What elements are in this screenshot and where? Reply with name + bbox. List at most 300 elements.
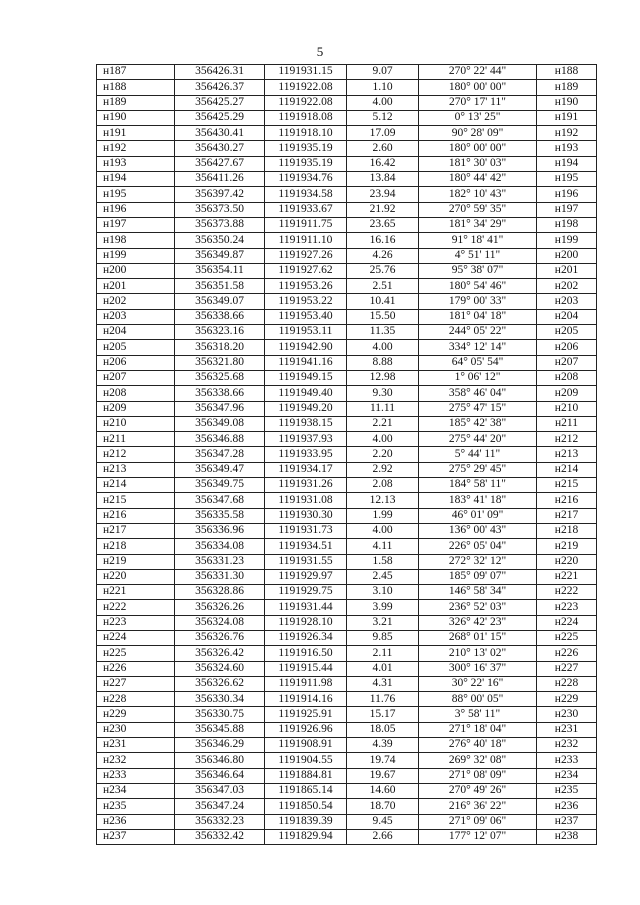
direction-angle-cell: 180° 44' 42"	[419, 172, 537, 187]
table-row	[97, 65, 597, 80]
to-point-cell: н218	[537, 523, 597, 538]
distance-cell: 4.39	[347, 738, 419, 753]
direction-angle-cell: 181° 34' 29"	[419, 217, 537, 232]
direction-angle-cell: 268° 01' 15"	[419, 630, 537, 645]
distance-cell: 11.76	[347, 692, 419, 707]
table-row	[97, 401, 597, 416]
distance-cell: 4.11	[347, 539, 419, 554]
to-point-cell: н237	[537, 814, 597, 829]
direction-angle-cell: 183° 41' 18"	[419, 493, 537, 508]
y-coordinate-cell: 1191914.16	[265, 692, 347, 707]
direction-angle-cell: 184° 58' 11"	[419, 478, 537, 493]
to-point-cell: н216	[537, 493, 597, 508]
to-point-cell: н225	[537, 630, 597, 645]
x-coordinate-cell: 356349.47	[175, 462, 265, 477]
distance-cell: 1.58	[347, 554, 419, 569]
direction-angle-cell: 30° 22' 16"	[419, 676, 537, 691]
y-coordinate-cell: 1191918.08	[265, 110, 347, 125]
from-point-cell: н209	[97, 401, 175, 416]
to-point-cell: н228	[537, 676, 597, 691]
distance-cell: 2.08	[347, 478, 419, 493]
distance-cell: 15.50	[347, 309, 419, 324]
direction-angle-cell: 216° 36' 22"	[419, 799, 537, 814]
x-coordinate-cell: 356324.60	[175, 661, 265, 676]
direction-angle-cell: 95° 38' 07"	[419, 263, 537, 278]
distance-cell: 4.00	[347, 340, 419, 355]
to-point-cell: н212	[537, 432, 597, 447]
x-coordinate-cell: 356323.16	[175, 325, 265, 340]
distance-cell: 5.12	[347, 110, 419, 125]
x-coordinate-cell: 356318.20	[175, 340, 265, 355]
distance-cell: 2.11	[347, 646, 419, 661]
x-coordinate-cell: 356338.66	[175, 309, 265, 324]
y-coordinate-cell: 1191931.15	[265, 65, 347, 80]
x-coordinate-cell: 356332.23	[175, 814, 265, 829]
from-point-cell: н202	[97, 294, 175, 309]
table-row	[97, 95, 597, 110]
distance-cell: 13.84	[347, 172, 419, 187]
to-point-cell: н196	[537, 187, 597, 202]
distance-cell: 4.00	[347, 432, 419, 447]
direction-angle-cell: 177° 12' 07"	[419, 829, 537, 844]
to-point-cell: н210	[537, 401, 597, 416]
direction-angle-cell: 64° 05' 54"	[419, 355, 537, 370]
distance-cell: 9.30	[347, 386, 419, 401]
x-coordinate-cell: 356349.75	[175, 478, 265, 493]
from-point-cell: н221	[97, 585, 175, 600]
to-point-cell: н200	[537, 248, 597, 263]
y-coordinate-cell: 1191904.55	[265, 753, 347, 768]
x-coordinate-cell: 356426.31	[175, 65, 265, 80]
distance-cell: 3.10	[347, 585, 419, 600]
direction-angle-cell: 181° 30' 03"	[419, 156, 537, 171]
y-coordinate-cell: 1191942.90	[265, 340, 347, 355]
distance-cell: 4.01	[347, 661, 419, 676]
x-coordinate-cell: 356430.27	[175, 141, 265, 156]
to-point-cell: н213	[537, 447, 597, 462]
x-coordinate-cell: 356331.23	[175, 554, 265, 569]
distance-cell: 2.20	[347, 447, 419, 462]
distance-cell: 25.76	[347, 263, 419, 278]
to-point-cell: н192	[537, 126, 597, 141]
distance-cell: 2.51	[347, 279, 419, 294]
distance-cell: 4.00	[347, 523, 419, 538]
table-row	[97, 569, 597, 584]
x-coordinate-cell: 356347.68	[175, 493, 265, 508]
from-point-cell: н223	[97, 615, 175, 630]
y-coordinate-cell: 1191908.91	[265, 738, 347, 753]
table-row	[97, 80, 597, 95]
y-coordinate-cell: 1191953.26	[265, 279, 347, 294]
table-row	[97, 600, 597, 615]
to-point-cell: н203	[537, 294, 597, 309]
to-point-cell: н204	[537, 309, 597, 324]
table-row	[97, 309, 597, 324]
y-coordinate-cell: 1191884.81	[265, 768, 347, 783]
y-coordinate-cell: 1191918.10	[265, 126, 347, 141]
table-row	[97, 294, 597, 309]
to-point-cell: н235	[537, 783, 597, 798]
direction-angle-cell: 275° 44' 20"	[419, 432, 537, 447]
from-point-cell: н226	[97, 661, 175, 676]
y-coordinate-cell: 1191839.39	[265, 814, 347, 829]
y-coordinate-cell: 1191935.19	[265, 141, 347, 156]
table-row	[97, 585, 597, 600]
y-coordinate-cell: 1191931.26	[265, 478, 347, 493]
table-row	[97, 523, 597, 538]
from-point-cell: н217	[97, 523, 175, 538]
table-row	[97, 478, 597, 493]
to-point-cell: н211	[537, 416, 597, 431]
from-point-cell: н200	[97, 263, 175, 278]
to-point-cell: н208	[537, 370, 597, 385]
table-row	[97, 386, 597, 401]
x-coordinate-cell: 356411.26	[175, 172, 265, 187]
to-point-cell: н215	[537, 478, 597, 493]
y-coordinate-cell: 1191911.10	[265, 233, 347, 248]
y-coordinate-cell: 1191829.94	[265, 829, 347, 844]
x-coordinate-cell: 356373.50	[175, 202, 265, 217]
to-point-cell: н221	[537, 569, 597, 584]
direction-angle-cell: 1° 06' 12"	[419, 370, 537, 385]
direction-angle-cell: 300° 16' 37"	[419, 661, 537, 676]
direction-angle-cell: 270° 59' 35"	[419, 202, 537, 217]
direction-angle-cell: 182° 10' 43"	[419, 187, 537, 202]
x-coordinate-cell: 356350.24	[175, 233, 265, 248]
from-point-cell: н205	[97, 340, 175, 355]
x-coordinate-cell: 356425.29	[175, 110, 265, 125]
direction-angle-cell: 0° 13' 25"	[419, 110, 537, 125]
distance-cell: 2.92	[347, 462, 419, 477]
x-coordinate-cell: 356334.08	[175, 539, 265, 554]
y-coordinate-cell: 1191934.17	[265, 462, 347, 477]
y-coordinate-cell: 1191926.34	[265, 630, 347, 645]
distance-cell: 9.45	[347, 814, 419, 829]
from-point-cell: н236	[97, 814, 175, 829]
to-point-cell: н214	[537, 462, 597, 477]
to-point-cell: н207	[537, 355, 597, 370]
direction-angle-cell: 226° 05' 04"	[419, 539, 537, 554]
from-point-cell: н204	[97, 325, 175, 340]
to-point-cell: н231	[537, 722, 597, 737]
from-point-cell: н227	[97, 676, 175, 691]
from-point-cell: н215	[97, 493, 175, 508]
table-row	[97, 416, 597, 431]
distance-cell: 1.10	[347, 80, 419, 95]
x-coordinate-cell: 356336.96	[175, 523, 265, 538]
distance-cell: 9.07	[347, 65, 419, 80]
distance-cell: 14.60	[347, 783, 419, 798]
x-coordinate-cell: 356346.64	[175, 768, 265, 783]
x-coordinate-cell: 356346.80	[175, 753, 265, 768]
x-coordinate-cell: 356397.42	[175, 187, 265, 202]
y-coordinate-cell: 1191922.08	[265, 95, 347, 110]
to-point-cell: н194	[537, 156, 597, 171]
x-coordinate-cell: 356426.37	[175, 80, 265, 95]
x-coordinate-cell: 356354.11	[175, 263, 265, 278]
y-coordinate-cell: 1191949.15	[265, 370, 347, 385]
to-point-cell: н199	[537, 233, 597, 248]
from-point-cell: н237	[97, 829, 175, 844]
table-row	[97, 707, 597, 722]
x-coordinate-cell: 356324.08	[175, 615, 265, 630]
from-point-cell: н195	[97, 187, 175, 202]
distance-cell: 17.09	[347, 126, 419, 141]
distance-cell: 19.67	[347, 768, 419, 783]
from-point-cell: н224	[97, 630, 175, 645]
direction-angle-cell: 271° 18' 04"	[419, 722, 537, 737]
to-point-cell: н222	[537, 585, 597, 600]
distance-cell: 23.94	[347, 187, 419, 202]
from-point-cell: н188	[97, 80, 175, 95]
direction-angle-cell: 276° 40' 18"	[419, 738, 537, 753]
direction-angle-cell: 275° 29' 45"	[419, 462, 537, 477]
table-row	[97, 554, 597, 569]
from-point-cell: н232	[97, 753, 175, 768]
table-row	[97, 172, 597, 187]
to-point-cell: н226	[537, 646, 597, 661]
distance-cell: 18.05	[347, 722, 419, 737]
distance-cell: 12.13	[347, 493, 419, 508]
y-coordinate-cell: 1191931.73	[265, 523, 347, 538]
from-point-cell: н203	[97, 309, 175, 324]
x-coordinate-cell: 356349.08	[175, 416, 265, 431]
direction-angle-cell: 210° 13' 02"	[419, 646, 537, 661]
x-coordinate-cell: 356345.88	[175, 722, 265, 737]
distance-cell: 2.60	[347, 141, 419, 156]
y-coordinate-cell: 1191927.26	[265, 248, 347, 263]
y-coordinate-cell: 1191949.40	[265, 386, 347, 401]
table-row	[97, 692, 597, 707]
to-point-cell: н219	[537, 539, 597, 554]
to-point-cell: н191	[537, 110, 597, 125]
distance-cell: 11.11	[347, 401, 419, 416]
y-coordinate-cell: 1191926.96	[265, 722, 347, 737]
y-coordinate-cell: 1191949.20	[265, 401, 347, 416]
from-point-cell: н210	[97, 416, 175, 431]
table-row	[97, 202, 597, 217]
x-coordinate-cell: 356335.58	[175, 508, 265, 523]
distance-cell: 11.35	[347, 325, 419, 340]
direction-angle-cell: 236° 52' 03"	[419, 600, 537, 615]
x-coordinate-cell: 356347.03	[175, 783, 265, 798]
table-row	[97, 753, 597, 768]
x-coordinate-cell: 356425.27	[175, 95, 265, 110]
table-row	[97, 462, 597, 477]
direction-angle-cell: 180° 54' 46"	[419, 279, 537, 294]
from-point-cell: н197	[97, 217, 175, 232]
to-point-cell: н198	[537, 217, 597, 232]
x-coordinate-cell: 356326.62	[175, 676, 265, 691]
from-point-cell: н219	[97, 554, 175, 569]
y-coordinate-cell: 1191953.22	[265, 294, 347, 309]
to-point-cell: н205	[537, 325, 597, 340]
table-row	[97, 233, 597, 248]
x-coordinate-cell: 356346.29	[175, 738, 265, 753]
y-coordinate-cell: 1191911.75	[265, 217, 347, 232]
to-point-cell: н220	[537, 554, 597, 569]
direction-angle-cell: 180° 00' 00"	[419, 141, 537, 156]
y-coordinate-cell: 1191933.67	[265, 202, 347, 217]
table-row	[97, 768, 597, 783]
table-row	[97, 646, 597, 661]
direction-angle-cell: 4° 51' 11"	[419, 248, 537, 263]
distance-cell: 2.21	[347, 416, 419, 431]
from-point-cell: н206	[97, 355, 175, 370]
from-point-cell: н233	[97, 768, 175, 783]
distance-cell: 18.70	[347, 799, 419, 814]
direction-angle-cell: 270° 22' 44"	[419, 65, 537, 80]
direction-angle-cell: 272° 32' 12"	[419, 554, 537, 569]
to-point-cell: н217	[537, 508, 597, 523]
from-point-cell: н190	[97, 110, 175, 125]
from-point-cell: н235	[97, 799, 175, 814]
table-row	[97, 279, 597, 294]
direction-angle-cell: 244° 05' 22"	[419, 325, 537, 340]
y-coordinate-cell: 1191941.16	[265, 355, 347, 370]
from-point-cell: н230	[97, 722, 175, 737]
y-coordinate-cell: 1191934.51	[265, 539, 347, 554]
direction-angle-cell: 269° 32' 08"	[419, 753, 537, 768]
distance-cell: 16.16	[347, 233, 419, 248]
distance-cell: 3.99	[347, 600, 419, 615]
direction-angle-cell: 185° 09' 07"	[419, 569, 537, 584]
table-row	[97, 355, 597, 370]
x-coordinate-cell: 356430.41	[175, 126, 265, 141]
from-point-cell: н216	[97, 508, 175, 523]
table-row	[97, 738, 597, 753]
from-point-cell: н207	[97, 370, 175, 385]
y-coordinate-cell: 1191915.44	[265, 661, 347, 676]
from-point-cell: н189	[97, 95, 175, 110]
page-number: 5	[316, 44, 324, 59]
y-coordinate-cell: 1191929.75	[265, 585, 347, 600]
y-coordinate-cell: 1191935.19	[265, 156, 347, 171]
x-coordinate-cell: 356326.76	[175, 630, 265, 645]
from-point-cell: н222	[97, 600, 175, 615]
table-row	[97, 263, 597, 278]
distance-cell: 3.21	[347, 615, 419, 630]
x-coordinate-cell: 356330.75	[175, 707, 265, 722]
direction-angle-cell: 334° 12' 14"	[419, 340, 537, 355]
to-point-cell: н195	[537, 172, 597, 187]
x-coordinate-cell: 356347.96	[175, 401, 265, 416]
to-point-cell: н223	[537, 600, 597, 615]
table-row	[97, 829, 597, 844]
y-coordinate-cell: 1191937.93	[265, 432, 347, 447]
x-coordinate-cell: 356332.42	[175, 829, 265, 844]
to-point-cell: н201	[537, 263, 597, 278]
x-coordinate-cell: 356351.58	[175, 279, 265, 294]
from-point-cell: н214	[97, 478, 175, 493]
from-point-cell: н220	[97, 569, 175, 584]
table-row	[97, 799, 597, 814]
y-coordinate-cell: 1191933.95	[265, 447, 347, 462]
direction-angle-cell: 146° 58' 34"	[419, 585, 537, 600]
x-coordinate-cell: 356349.07	[175, 294, 265, 309]
distance-cell: 4.26	[347, 248, 419, 263]
distance-cell: 8.88	[347, 355, 419, 370]
table-row	[97, 370, 597, 385]
x-coordinate-cell: 356326.42	[175, 646, 265, 661]
from-point-cell: н187	[97, 65, 175, 80]
y-coordinate-cell: 1191953.11	[265, 325, 347, 340]
y-coordinate-cell: 1191931.44	[265, 600, 347, 615]
from-point-cell: н225	[97, 646, 175, 661]
to-point-cell: н188	[537, 65, 597, 80]
from-point-cell: н201	[97, 279, 175, 294]
x-coordinate-cell: 356347.24	[175, 799, 265, 814]
distance-cell: 23.65	[347, 217, 419, 232]
table-row	[97, 126, 597, 141]
direction-angle-cell: 270° 17' 11"	[419, 95, 537, 110]
from-point-cell: н218	[97, 539, 175, 554]
y-coordinate-cell: 1191928.10	[265, 615, 347, 630]
direction-angle-cell: 326° 42' 23"	[419, 615, 537, 630]
x-coordinate-cell: 356330.34	[175, 692, 265, 707]
direction-angle-cell: 185° 42' 38"	[419, 416, 537, 431]
from-point-cell: н191	[97, 126, 175, 141]
to-point-cell: н224	[537, 615, 597, 630]
to-point-cell: н227	[537, 661, 597, 676]
x-coordinate-cell: 356321.80	[175, 355, 265, 370]
x-coordinate-cell: 356328.86	[175, 585, 265, 600]
table-row	[97, 432, 597, 447]
direction-angle-cell: 179° 00' 33"	[419, 294, 537, 309]
table-row	[97, 814, 597, 829]
to-point-cell: н193	[537, 141, 597, 156]
y-coordinate-cell: 1191865.14	[265, 783, 347, 798]
from-point-cell: н208	[97, 386, 175, 401]
from-point-cell: н199	[97, 248, 175, 263]
table-row	[97, 141, 597, 156]
y-coordinate-cell: 1191953.40	[265, 309, 347, 324]
table-row	[97, 325, 597, 340]
y-coordinate-cell: 1191930.30	[265, 508, 347, 523]
direction-angle-cell: 271° 08' 09"	[419, 768, 537, 783]
coordinates-table	[96, 64, 597, 845]
table-row	[97, 156, 597, 171]
distance-cell: 15.17	[347, 707, 419, 722]
distance-cell: 4.00	[347, 95, 419, 110]
direction-angle-cell: 90° 28' 09"	[419, 126, 537, 141]
to-point-cell: н236	[537, 799, 597, 814]
to-point-cell: н232	[537, 738, 597, 753]
coordinates-table-body	[97, 65, 597, 845]
table-row	[97, 539, 597, 554]
distance-cell: 2.45	[347, 569, 419, 584]
x-coordinate-cell: 356349.87	[175, 248, 265, 263]
distance-cell: 2.66	[347, 829, 419, 844]
table-row	[97, 508, 597, 523]
direction-angle-cell: 91° 18' 41"	[419, 233, 537, 248]
y-coordinate-cell: 1191938.15	[265, 416, 347, 431]
from-point-cell: н192	[97, 141, 175, 156]
distance-cell: 1.99	[347, 508, 419, 523]
direction-angle-cell: 3° 58' 11"	[419, 707, 537, 722]
to-point-cell: н190	[537, 95, 597, 110]
to-point-cell: н238	[537, 829, 597, 844]
to-point-cell: н233	[537, 753, 597, 768]
to-point-cell: н189	[537, 80, 597, 95]
y-coordinate-cell: 1191911.98	[265, 676, 347, 691]
to-point-cell: н234	[537, 768, 597, 783]
from-point-cell: н193	[97, 156, 175, 171]
from-point-cell: н198	[97, 233, 175, 248]
to-point-cell: н230	[537, 707, 597, 722]
y-coordinate-cell: 1191934.58	[265, 187, 347, 202]
x-coordinate-cell: 356325.68	[175, 370, 265, 385]
